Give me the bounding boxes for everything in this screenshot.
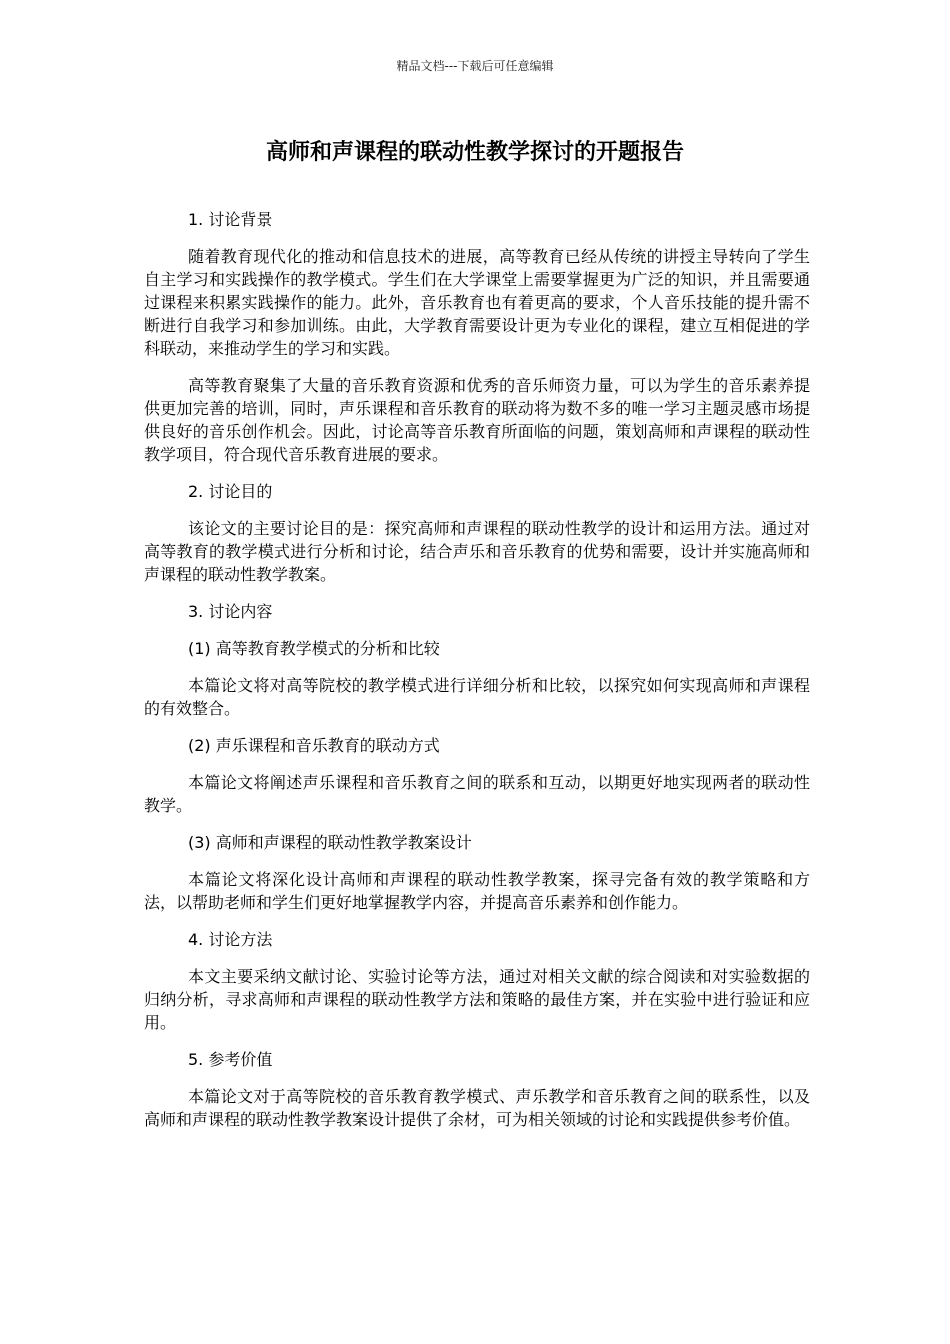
- section-heading-background: 1. 讨论背景: [188, 210, 273, 229]
- paragraph-value: 本篇论文对于高等院校的音乐教育教学模式、声乐教学和音乐教育之间的联系性，以及高师和声课程的联动性教学教案设计提供了余材，可为相关领域的讨论和实践提供参考价值。: [144, 1087, 810, 1129]
- running-header: 精品文档---下载后可任意编辑: [396, 59, 554, 73]
- paragraph-background-2: 高等教育聚集了大量的音乐教育资源和优秀的音乐师资力量，可以为学生的音乐素养提供更加完善的培训，同时，声乐课程和音乐教育的联动将为数不多的唯一学习主题灵感市场提供良好的音乐创作机会。因此，讨论高等音乐教育所面临的问题，策划高师和声课程的联动性教学项目，符合现代音乐教育进展的要求。: [144, 376, 810, 464]
- subheading-linkage: (2) 声乐课程和音乐教育的联动方式: [188, 736, 440, 755]
- paragraph-lesson-design: 本篇论文将深化设计高师和声课程的联动性教学教案，探寻完备有效的教学策略和方法，以帮助老师和学生们更好地掌握教学内容，并提高音乐素养和创作能力。: [144, 870, 810, 912]
- document-title: 高师和声课程的联动性教学探讨的开题报告: [265, 140, 684, 165]
- paragraph-linkage: 本篇论文将阐述声乐课程和音乐教育之间的联系和互动，以期更好地实现两者的联动性教学。: [144, 773, 810, 815]
- paragraph-teaching-models: 本篇论文将对高等院校的教学模式进行详细分析和比较，以探究如何实现高师和声课程的有效整合。: [144, 676, 810, 718]
- paragraph-purpose: 该论文的主要讨论目的是：探究高师和声课程的联动性教学的设计和运用方法。通过对高等教育的教学模式进行分析和讨论，结合声乐和音乐教育的优势和需要，设计并实施高师和声课程的联动性教学教案。: [144, 519, 810, 584]
- section-heading-content: 3. 讨论内容: [188, 602, 273, 621]
- section-heading-method: 4. 讨论方法: [188, 930, 273, 949]
- paragraph-background-1: 随着教育现代化的推动和信息技术的进展，高等教育已经从传统的讲授主导转向了学生自主学习和实践操作的教学模式。学生们在大学课堂上需要掌握更为广泛的知识，并且需要通过课程来积累实践操作的能力。此外，音乐教育也有着更高的要求，个人音乐技能的提升需不断进行自我学习和参加训练。由此，大学教育需要设计更为专业化的课程，建立互相促进的学科联动，来推动学生的学习和实践。: [144, 247, 810, 358]
- subheading-teaching-models: (1) 高等教育教学模式的分析和比较: [188, 639, 440, 658]
- subheading-lesson-design: (3) 高师和声课程的联动性教学教案设计: [188, 833, 472, 852]
- paragraph-method: 本文主要采纳文献讨论、实验讨论等方法，通过对相关文献的综合阅读和对实验数据的归纳分析，寻求高师和声课程的联动性教学方法和策略的最佳方案，并在实验中进行验证和应用。: [144, 967, 810, 1032]
- document-body: [144, 208, 810, 1145]
- section-heading-value: 5. 参考价值: [188, 1050, 273, 1069]
- section-heading-purpose: 2. 讨论目的: [188, 482, 273, 501]
